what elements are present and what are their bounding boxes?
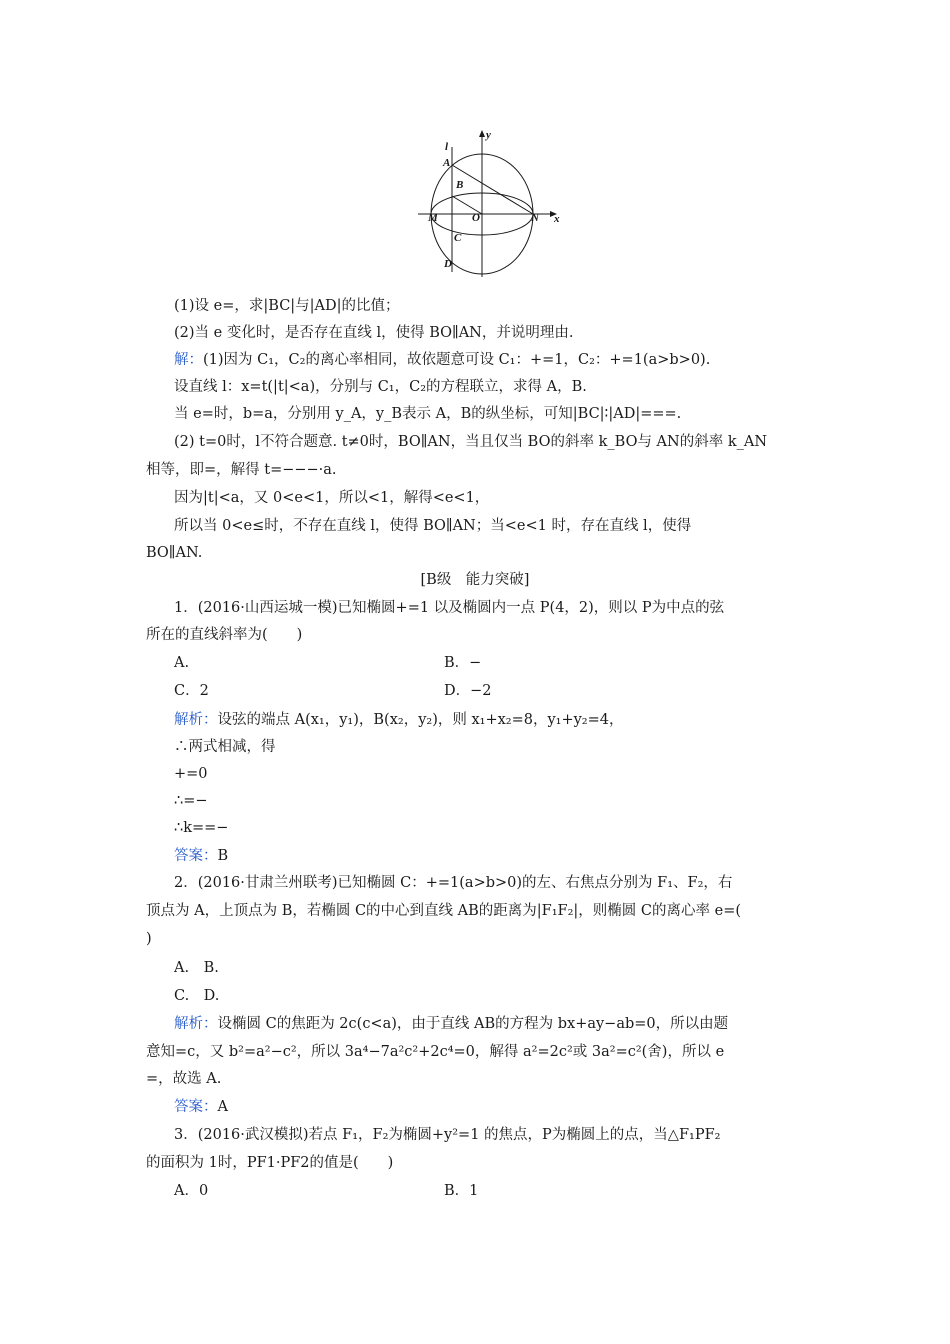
text-line: 解：(1)因为 C₁，C₂的离心率相同，故依题意可设 C₁：+=1，C₂：+=1(a>b>0).: [174, 352, 711, 368]
text-line: 因为|t|<a，又 0<e<1，所以<1，解得<e<1，: [174, 490, 490, 506]
text-line: 相等，即=，解得 t=−−−·a.: [146, 462, 337, 478]
analysis-label: 解析：: [174, 1016, 218, 1032]
text-line: (2)当 e 变化时，是否存在直线 l，使得 BO∥AN，并说明理由.: [174, 325, 574, 341]
text-line: ∴k==−: [174, 820, 229, 836]
section-heading: [B级 能力突破]: [420, 572, 530, 588]
text-line: 所以当 0<e≤时，不存在直线 l，使得 BO∥AN；当<e<1 时，存在直线 l，使得: [174, 518, 692, 534]
text-line: 顶点为 A，上顶点为 B，若椭圆 C的中心到直线 AB的距离为|F₁F₂|，则椭圆 C的离心率 e=(: [146, 903, 741, 919]
text-line: 解析：设弦的端点 A(x₁，y₁)，B(x₂，y₂)，则 x₁+x₂=8，y₁+y₂=4，: [174, 712, 624, 728]
answer-label: 答案：: [174, 848, 218, 864]
text-line: 解析：设椭圆 C的焦距为 2c(c<a)，由于直线 AB的方程为 bx+ay−ab=0，所以由题: [174, 1016, 729, 1032]
text-line: 的面积为 1时，PF1·PF2的值是( ): [146, 1155, 394, 1171]
option-b: B．1: [444, 1183, 479, 1199]
text-line: 1．(2016·山西运城一模)已知椭圆+=1 以及椭圆内一点 P(4，2)，则以 P为中点的弦: [174, 600, 725, 616]
text-line: ∴=−: [174, 793, 208, 809]
text-line: 设直线 l：x=t(|t|<a)，分别与 C₁，C₂的方程联立，求得 A，B.: [174, 379, 587, 395]
text-line: 所在的直线斜率为( ): [146, 627, 303, 643]
option-d: D．−2: [444, 683, 492, 699]
label-b: B: [456, 179, 464, 191]
options-ab: A. B.: [174, 960, 219, 976]
label-d: D: [444, 258, 452, 270]
answer-line: 答案：A: [174, 1099, 228, 1115]
text-line: 3．(2016·武汉模拟)若点 F₁，F₂为椭圆+y²=1 的焦点，P为椭圆上的点，当△F₁PF₂: [174, 1127, 721, 1143]
option-b: B．−: [444, 655, 482, 671]
analysis-label: 解析：: [174, 712, 218, 728]
label-y: y: [486, 129, 491, 141]
label-a: A: [443, 157, 451, 169]
options-cd: C. D.: [174, 988, 220, 1004]
label-o: O: [472, 212, 480, 224]
text-line: (2) t=0时，l不符合题意. t≠0时，BO∥AN，当且仅当 BO的斜率 k_BO与 AN的斜率 k_AN: [174, 434, 768, 450]
text-line: ∴两式相减，得: [174, 739, 276, 755]
option-a: A．0: [174, 1183, 209, 1199]
label-m: M: [428, 212, 438, 224]
text-line: =，故选 A.: [146, 1071, 222, 1087]
label-l: l: [445, 141, 449, 153]
text-line: 2．(2016·甘肃兰州联考)已知椭圆 C：+=1(a>b>0)的左、右焦点分别为 F₁、F₂，右: [174, 875, 733, 891]
text-line: 当 e=时，b=a，分别用 y_A，y_B表示 A，B的纵坐标，可知|BC|∶|AD|===.: [174, 406, 682, 422]
text-line: ): [146, 931, 152, 947]
label-n: N: [531, 212, 539, 224]
label-x: x: [554, 213, 560, 225]
solution-label: 解：: [174, 352, 203, 368]
text-line: (1)设 e=，求|BC|与|AD|的比值；: [174, 298, 400, 314]
option-a: A.: [174, 655, 190, 671]
answer-label: 答案：: [174, 1099, 218, 1115]
option-c: C．2: [174, 683, 209, 699]
answer-line: 答案：B: [174, 848, 229, 864]
y-axis-arrow: [479, 130, 485, 137]
text-line: +=0: [174, 766, 208, 782]
text-line: 意知=c，又 b²=a²−c²，所以 3a⁴−7a²c²+2c⁴=0，解得 a²=2c²或 3a²=c²(舍)，所以 e: [146, 1044, 725, 1060]
segment-a-n: [452, 165, 533, 214]
ellipse-figure: [412, 122, 572, 280]
label-c: C: [454, 232, 462, 244]
text-line: BO∥AN.: [146, 545, 203, 561]
